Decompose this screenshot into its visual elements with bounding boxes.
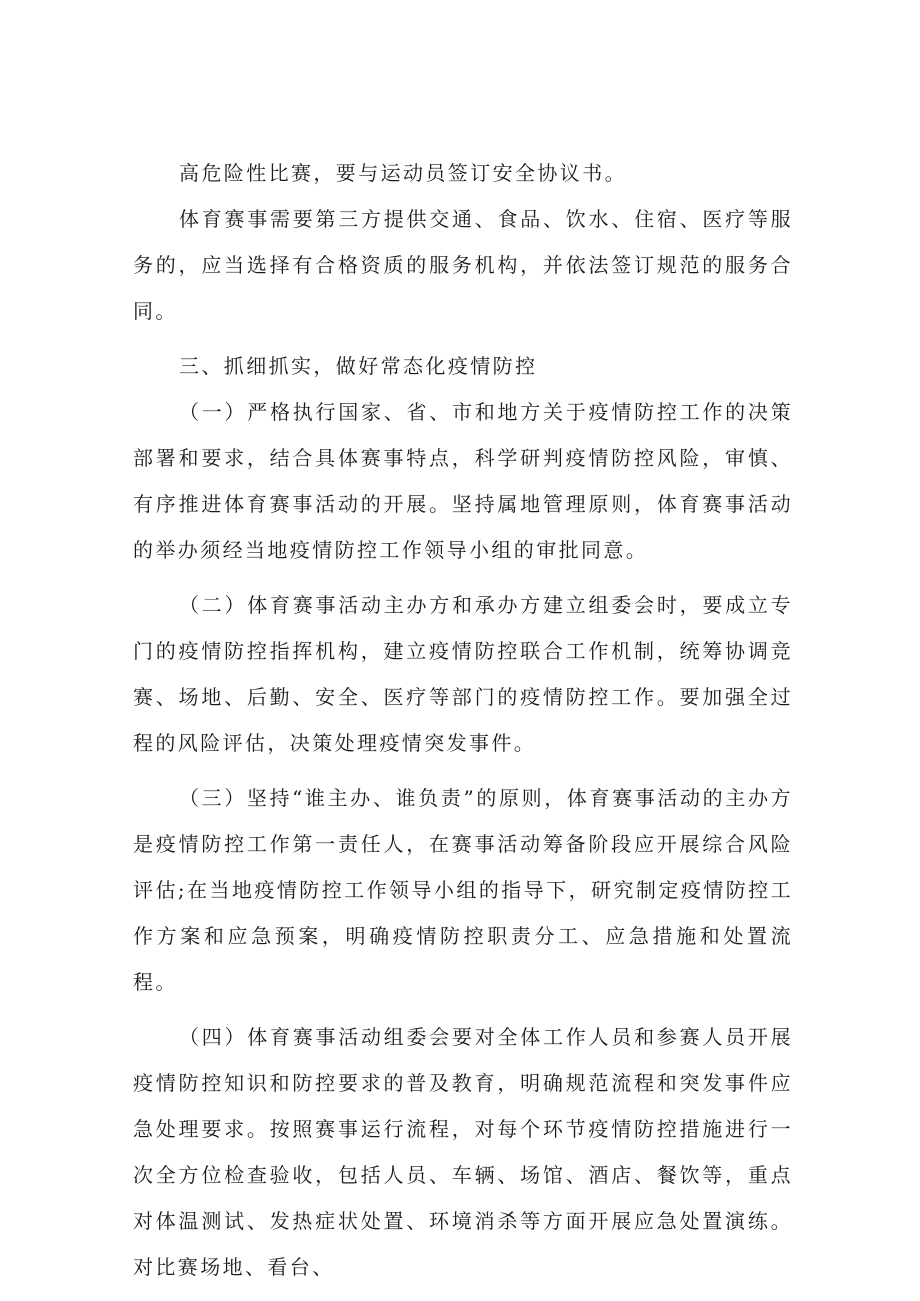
paragraph-item-1: （一）严格执行国家、省、市和地方关于疫情防控工作的决策部署和要求，结合具体赛事特点，科学研判疫情防控风险，审慎、有序推进体育赛事活动的开展。坚持属地管理原则，体育赛事活动的举办须经当地疫情防控工作领导小组的审批同意。	[133, 400, 793, 562]
paragraph-third-party-services: 体育赛事需要第三方提供交通、食品、饮水、住宿、医疗等服务的，应当选择有合格资质的服务机构，并依法签订规范的服务合同。	[133, 207, 793, 323]
document-body	[133, 150, 793, 1299]
paragraph-item-2: （二）体育赛事活动主办方和承办方建立组委会时，要成立专门的疫情防控指挥机构，建立疫情防控联合工作机制，统筹协调竞赛、场地、后勤、安全、医疗等部门的疫情防控工作。要加强全过程的风险评估，决策处理疫情突发事件。	[133, 593, 793, 755]
paragraph-item-3: （三）坚持“谁主办、谁负责”的原则，体育赛事活动的主办方是疫情防控工作第一责任人，在赛事活动筹备阶段应开展综合风险评估;在当地疫情防控工作领导小组的指导下，研究制定疫情防控工作方案和应急预案，明确疫情防控职责分工、应急措施和处置流程。	[133, 786, 793, 994]
section-heading-epidemic-control: 三、抓细抓实，做好常态化疫情防控	[179, 354, 538, 378]
paragraph-item-4: （四）体育赛事活动组委会要对全体工作人员和参赛人员开展疫情防控知识和防控要求的普及教育，明确规范流程和突发事件应急处理要求。按照赛事运行流程，对每个环节疫情防控措施进行一次全方位检查验收，包括人员、车辆、场馆、酒店、餐饮等，重点对体温测试、发热症状处置、环境消杀等方面开展应急处置演练。对比赛场地、看台、	[133, 1025, 793, 1279]
paragraph-safety-agreement: 高危险性比赛，要与运动员签订安全协议书。	[179, 161, 627, 185]
